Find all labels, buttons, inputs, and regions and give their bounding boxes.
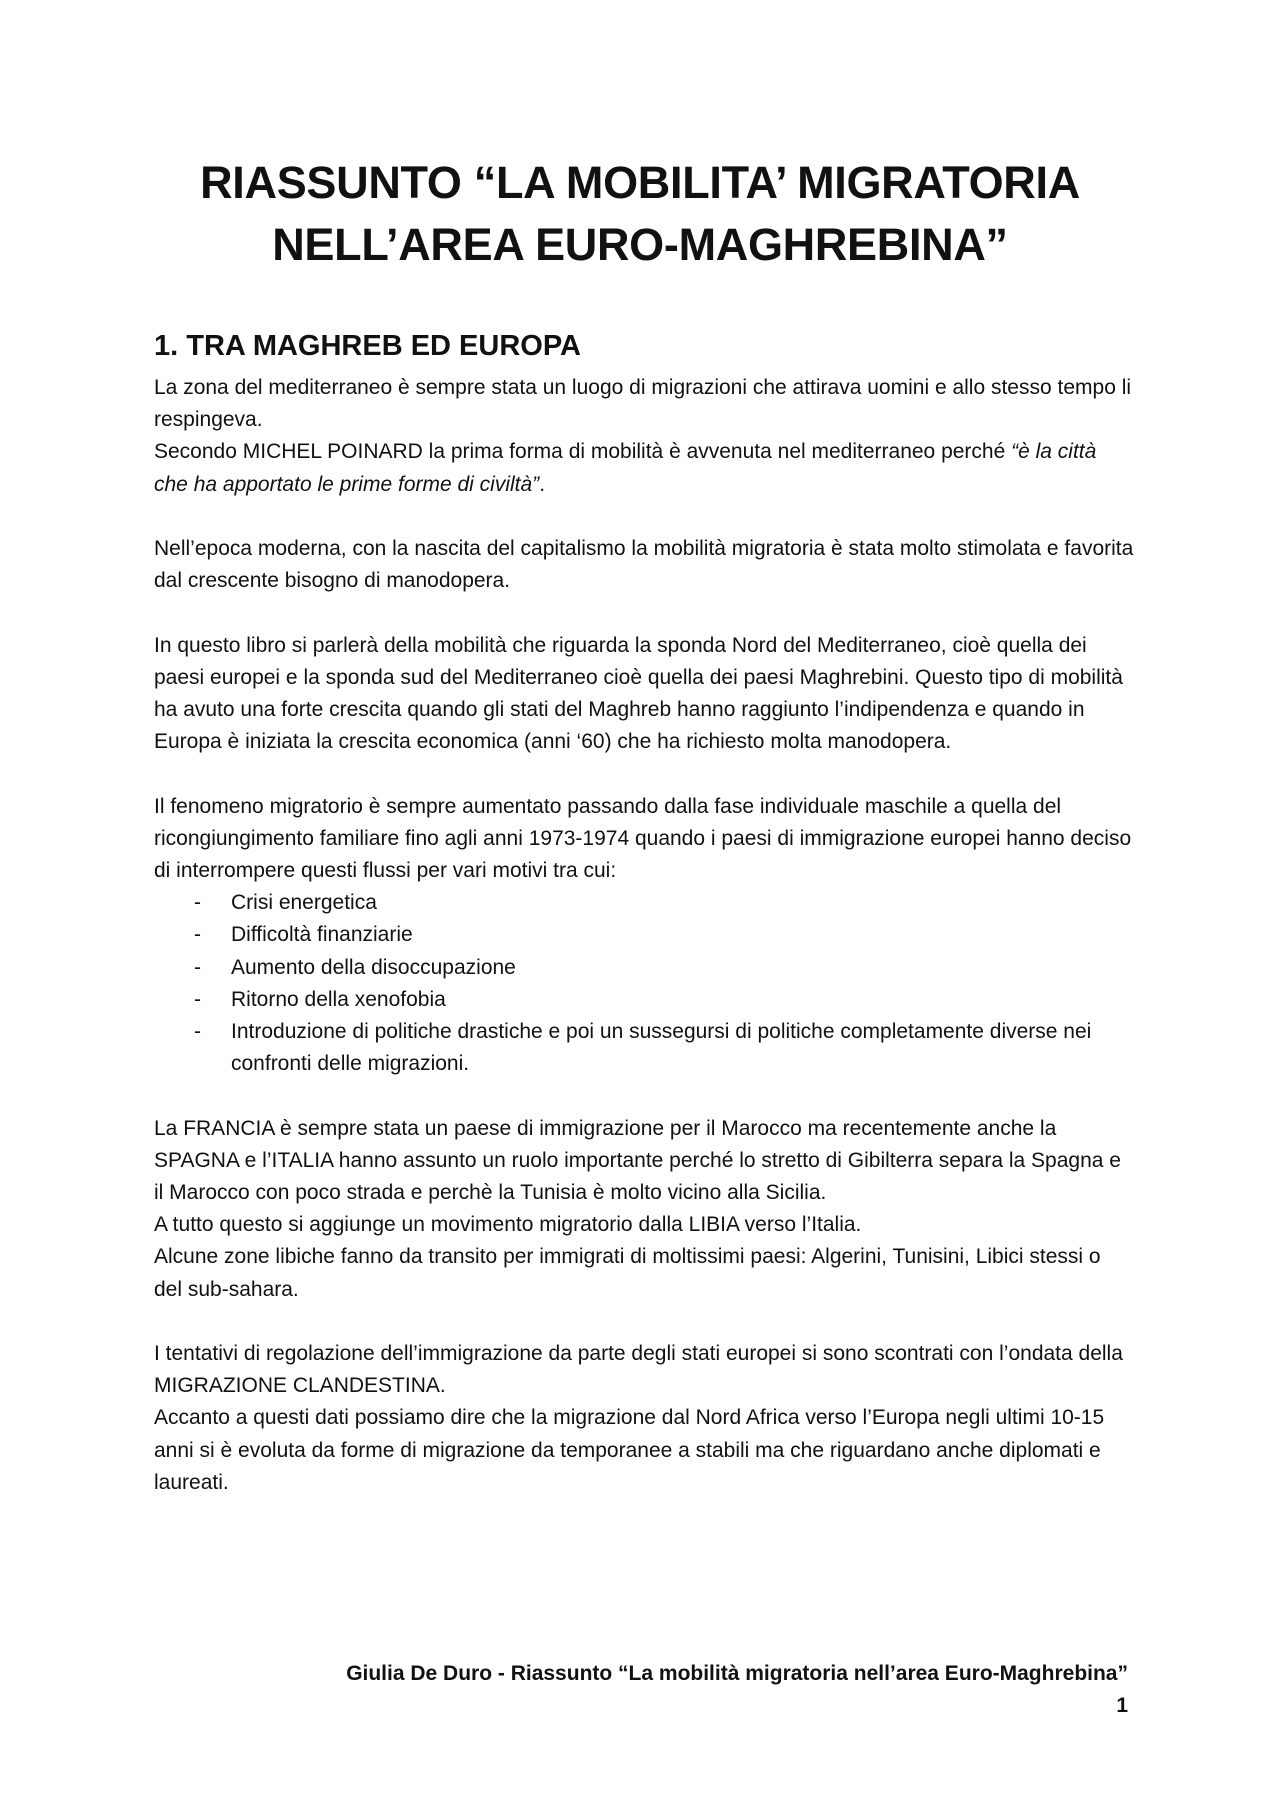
paragraph-gap <box>154 1306 1134 1338</box>
list-item-text: Difficoltà finanziarie <box>231 923 413 947</box>
bullet-marker: - <box>194 923 201 947</box>
title-line-2: NELL’AREA EURO-MAGHREBINA” <box>272 219 1008 270</box>
list-item <box>154 887 1134 919</box>
list-item <box>154 919 1134 951</box>
paragraph-9: I tentativi di regolazione dell’immigrazione da parte degli stati europei si sono scontrati con l’ondata della MIGRAZIONE CLANDESTINA. <box>154 1342 1123 1398</box>
list-item <box>154 984 1134 1016</box>
list-item-text: Introduzione di politiche drastiche e poi un sussegursi di politiche completamente diverse nei confronti delle migrazioni. <box>231 1020 1092 1076</box>
paragraph-6: La FRANCIA è sempre stata un paese di immigrazione per il Marocco ma recentemente anche la SPAGNA e l’ITALIA hanno assunto un ruolo importante perché lo stretto di Gibilterra separa la Spagna e il Marocco con poco strada e perchè la Tunisia è molto vicino alla Sicilia. <box>154 1116 1121 1205</box>
paragraph-gap <box>154 758 1134 790</box>
section-body <box>154 372 1134 1499</box>
paragraph-1: La zona del mediterraneo è sempre stata un luogo di migrazioni che attirava uomini e allo stesso tempo li respingeva. <box>154 376 1132 432</box>
paragraph-7: A tutto questo si aggiunge un movimento migratorio dalla LIBIA verso l’Italia. <box>154 1213 862 1237</box>
paragraph-2-end: . <box>539 472 546 496</box>
paragraph-5: Il fenomeno migratorio è sempre aumentato passando dalla fase individuale maschile a quella del ricongiungimento familiare fino agli anni 1973-1974 quando i paesi di immigrazione europei hanno deciso di interrompere questi flussi per vari motivi tra cui: <box>154 794 1132 882</box>
paragraph-gap <box>154 597 1134 629</box>
paragraph-2 <box>154 436 1134 500</box>
bullet-marker: - <box>194 891 201 915</box>
paragraph-2-lead: Secondo MICHEL POINARD la prima forma di mobilità è avvenuta nel mediterraneo perché <box>154 440 1012 464</box>
paragraph-10: Accanto a questi dati possiamo dire che la migrazione dal Nord Africa verso l’Europa negli ultimi 10-15 anni si è evoluta da forme di migrazione da temporanee a stabili ma che riguardano anche diplomati e laureati. <box>154 1406 1105 1494</box>
paragraph-4: In questo libro si parlerà della mobilità che riguarda la sponda Nord del Mediterraneo, cioè quella dei paesi europei e la sponda sud del Mediterraneo cioè quella dei paesi Maghrebini. Questo tipo di mobilità ha avuto una forte crescita quando gli stati del Maghreb hanno raggiunto l’indipendenza e quando in Europa è iniziata la crescita economica (anni ‘60) che ha richiesto molta manodopera. <box>154 633 1123 754</box>
paragraph-3: Nell’epoca moderna, con la nascita del capitalismo la mobilità migratoria è stata molto stimolata e favorita dal crescente bisogno di manodopera. <box>154 537 1134 593</box>
bullet-marker: - <box>194 987 201 1011</box>
list-item-text: Ritorno della xenofobia <box>231 987 446 1011</box>
list-item-text: Crisi energetica <box>231 891 377 915</box>
page-footer: Giulia De Duro - Riassunto “La mobilità migratoria nell’area Euro-Maghrebina” <box>346 1662 1128 1685</box>
paragraph-gap <box>154 1080 1134 1112</box>
page-number: 1 <box>1116 1694 1128 1717</box>
bullet-marker: - <box>194 1020 201 1044</box>
section-heading: 1. TRA MAGHREB ED EUROPA <box>154 330 581 362</box>
paragraph-8: Alcune zone libiche fanno da transito per immigrati di moltissimi paesi: Algerini, Tunisini, Libici stessi o del sub-sahara. <box>154 1245 1101 1301</box>
paragraph-2-quote: “è la città che ha apportato le prime forme di civiltà” <box>154 440 1097 496</box>
title-line-1: RIASSUNTO “LA MOBILITA’ MIGRATORIA <box>200 157 1080 208</box>
document-title <box>150 152 1130 276</box>
paragraph-gap <box>154 501 1134 533</box>
list-item <box>154 1016 1134 1080</box>
list-item-text: Aumento della disoccupazione <box>231 955 516 979</box>
bullet-marker: - <box>194 955 201 979</box>
list-item <box>154 952 1134 984</box>
bullet-list <box>154 887 1134 1080</box>
